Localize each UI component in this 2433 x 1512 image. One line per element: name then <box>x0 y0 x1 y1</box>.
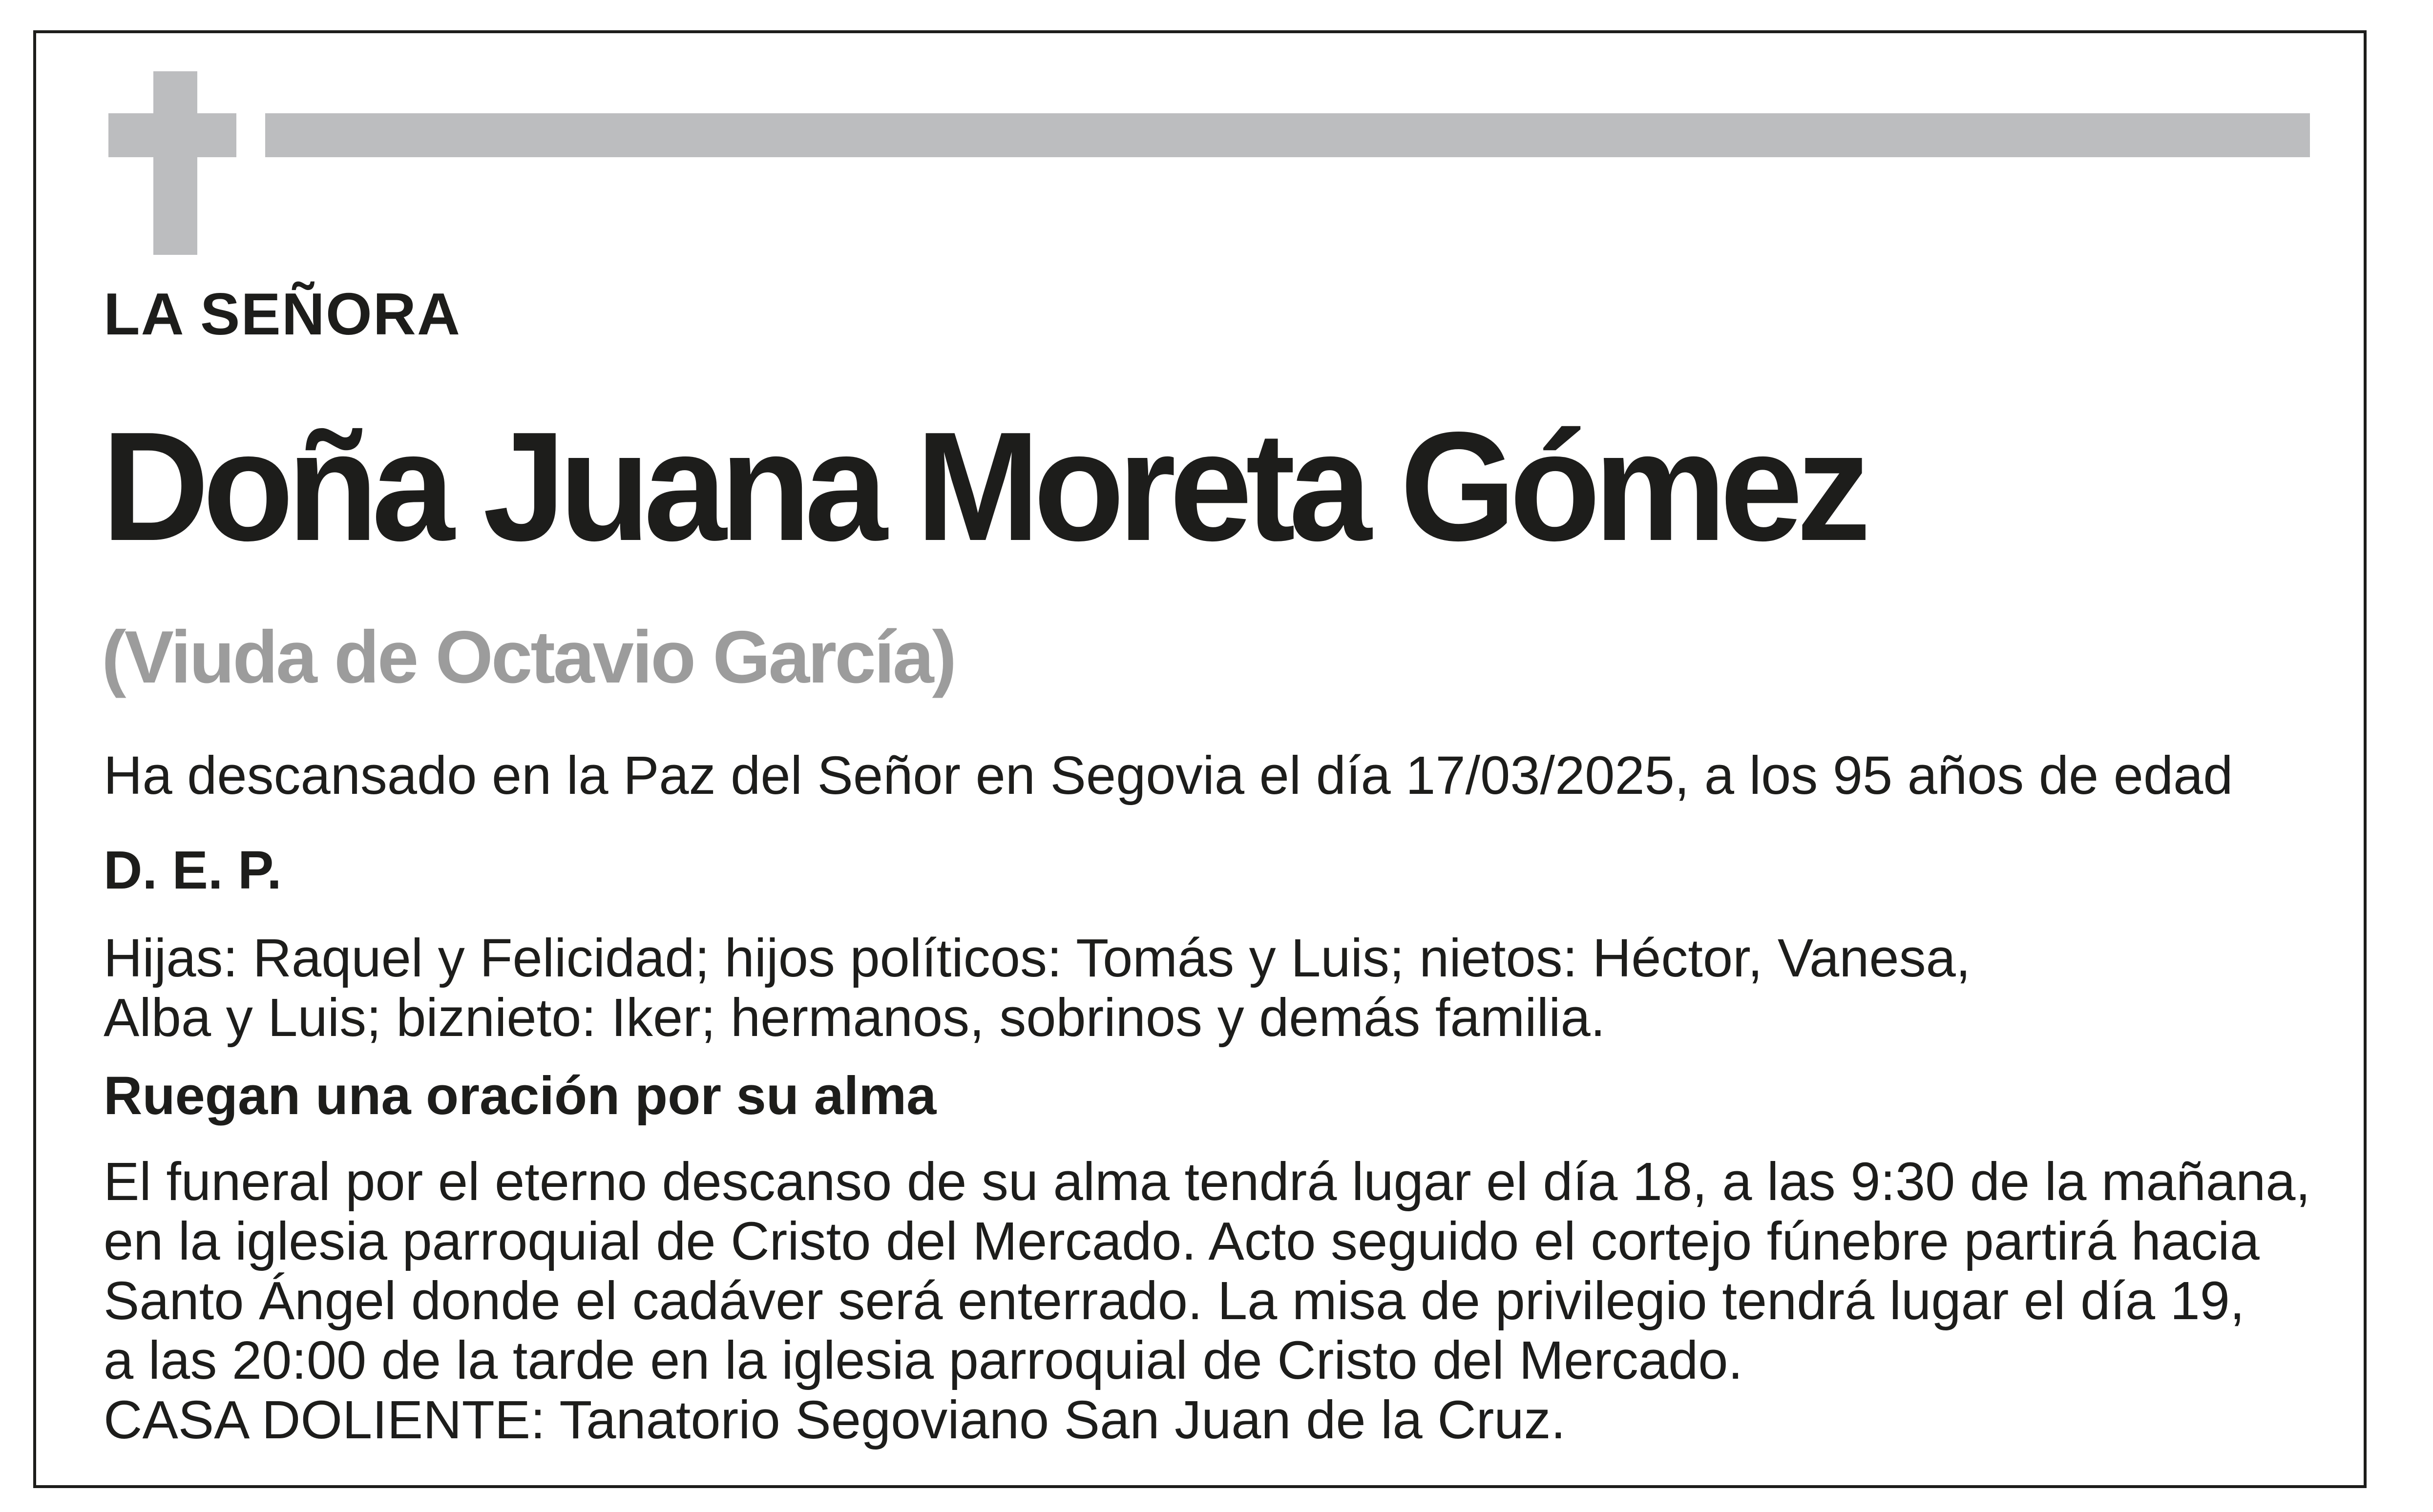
deceased-name: Doña Juana Moreta Gómez <box>102 400 1865 573</box>
family-line: Hijas: Raquel y Felicidad; hijos políticos: Tomás y Luis; nietos: Héctor, Vanesa, <box>104 928 1971 988</box>
intro-title: LA SEÑORA <box>104 281 461 347</box>
funeral-line: Santo Ángel donde el cadáver será enterrado. La misa de privilegio tendrá lugar el día 19, <box>104 1271 2245 1331</box>
family-line: Alba y Luis; biznieto: Iker; hermanos, sobrinos y demás familia. <box>104 988 1606 1048</box>
cross-icon-arm <box>108 113 236 157</box>
funeral-line: a las 20:00 de la tarde en la iglesia parroquial de Cristo del Mercado. <box>104 1330 1743 1390</box>
funeral-line: en la iglesia parroquial de Cristo del Mercado. Acto seguido el cortejo fúnebre partirá hacia <box>104 1211 2260 1271</box>
prayer-request: Ruegan una oración por su alma <box>104 1066 937 1126</box>
widow-subtitle: (Viuda de Octavio García) <box>102 616 955 699</box>
death-announcement: Ha descansado en la Paz del Señor en Segovia el día 17/03/2025, a los 95 años de edad <box>104 746 2233 806</box>
cross-icon <box>153 71 197 255</box>
family-list <box>104 929 1971 1048</box>
funeral-line: El funeral por el eterno descanso de su alma tendrá lugar el día 18, a las 9:30 de la mañana, <box>104 1152 2311 1212</box>
funeral-details <box>104 1152 2310 1450</box>
funeral-line: CASA DOLIENTE: Tanatorio Segoviano San Juan de la Cruz. <box>104 1390 1566 1450</box>
rest-in-peace: D. E. P. <box>104 840 282 900</box>
header-rule <box>265 113 2310 157</box>
